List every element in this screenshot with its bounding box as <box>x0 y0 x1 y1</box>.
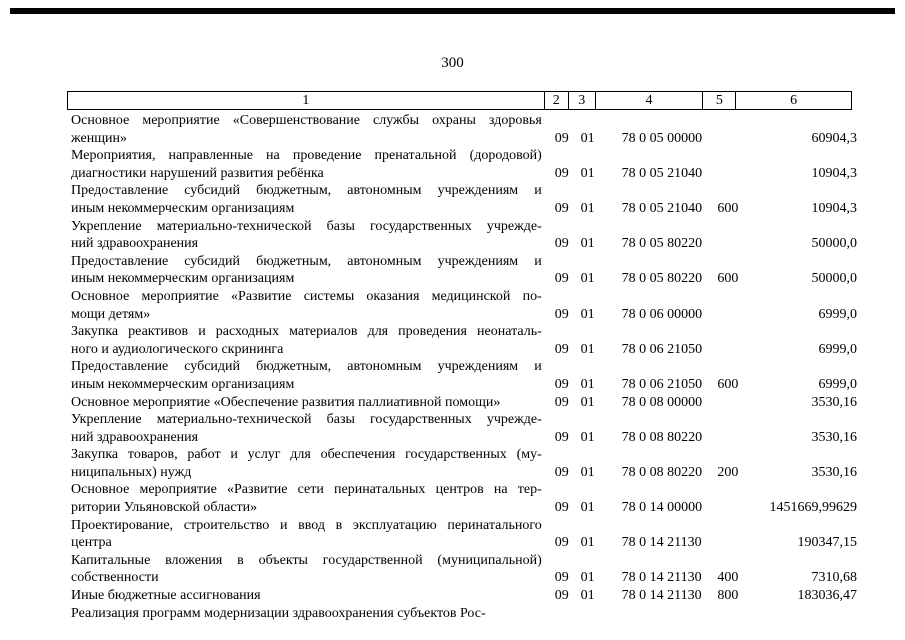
table-row <box>67 253 857 288</box>
col-section: 09 <box>554 500 569 516</box>
col-target-article: 78 0 08 80220 <box>621 429 703 445</box>
col-section: 09 <box>554 130 569 146</box>
row-description <box>67 182 542 217</box>
description-line: Укрепление материально-технической базы государственных учрежде- <box>71 218 542 234</box>
description-line: ритории Ульяновской области» <box>71 500 258 516</box>
description-line: иным некоммерческим организациям <box>71 376 295 392</box>
table-row <box>67 446 857 481</box>
col-subsection: 01 <box>580 588 595 604</box>
col-expense-type: 600 <box>717 376 739 392</box>
row-description <box>67 587 542 605</box>
description-line: иным некоммерческим организациям <box>71 200 295 216</box>
table-row <box>67 288 857 323</box>
row-description <box>67 323 542 358</box>
col-expense-type: 800 <box>717 588 739 604</box>
description-line: женщин» <box>71 130 127 146</box>
col-section: 09 <box>554 165 569 181</box>
col-target-article: 78 0 05 21040 <box>621 200 703 216</box>
description-line: мощи детям» <box>71 306 151 322</box>
col-expense-type: 600 <box>717 271 739 287</box>
description-line: ний здравоохранения <box>71 236 199 252</box>
row-description <box>67 481 542 516</box>
row-description <box>67 517 542 552</box>
table-body <box>67 112 857 622</box>
description-line: Предоставление субсидий бюджетным, автономным учреждениям и <box>71 183 542 199</box>
description-line: Основное мероприятие «Развитие системы оказания медицинской по- <box>71 288 542 304</box>
col-section: 09 <box>554 236 569 252</box>
col-subsection: 01 <box>580 271 595 287</box>
col-amount: 6999,0 <box>818 306 857 322</box>
col-target-article: 78 0 08 00000 <box>621 394 703 410</box>
description-line: Основное мероприятие «Развитие сети перинатальных центров на тер- <box>71 482 542 498</box>
description-line: Закупка товаров, работ и услуг для обеспечения государственных (му- <box>71 447 542 463</box>
col-subsection: 01 <box>580 570 595 586</box>
row-description <box>67 605 542 623</box>
col-target-article: 78 0 06 21050 <box>621 376 703 392</box>
header-col-3: 3 <box>569 92 596 109</box>
col-target-article: 78 0 05 21040 <box>621 165 703 181</box>
description-line: ний здравоохранения <box>71 429 199 445</box>
table-row <box>67 218 857 253</box>
col-target-article: 78 0 05 00000 <box>621 130 703 146</box>
col-subsection: 01 <box>580 376 595 392</box>
row-description <box>67 446 542 481</box>
col-subsection: 01 <box>580 464 595 480</box>
row-description <box>67 411 542 446</box>
header-col-4: 4 <box>596 92 704 109</box>
table-row <box>67 147 857 182</box>
description-line: Закупка реактивов и расходных материалов для проведения неонаталь- <box>71 324 542 340</box>
row-description <box>67 218 542 253</box>
col-subsection: 01 <box>580 200 595 216</box>
page-number: 300 <box>441 55 464 71</box>
description-line: диагностики нарушений развития ребёнка <box>71 165 324 181</box>
col-amount: 183036,47 <box>797 588 857 604</box>
description-line: Предоставление субсидий бюджетным, автономным учреждениям и <box>71 253 542 269</box>
table-row <box>67 411 857 446</box>
col-expense-type: 600 <box>717 200 739 216</box>
table-row <box>67 358 857 393</box>
description-line: Основное мероприятие «Совершенствование службы охраны здоровья <box>71 113 542 128</box>
col-subsection: 01 <box>580 429 595 445</box>
table-row <box>67 552 857 587</box>
col-target-article: 78 0 05 80220 <box>621 271 703 287</box>
col-amount: 10904,3 <box>811 165 857 181</box>
col-amount: 10904,3 <box>811 200 857 216</box>
col-section: 09 <box>554 570 569 586</box>
description-line: Укрепление материально-технической базы государственных учрежде- <box>71 412 542 428</box>
col-target-article: 78 0 14 21130 <box>621 588 702 604</box>
description-line: Основное мероприятие «Обеспечение развития паллиативной помощи» <box>71 394 501 410</box>
col-amount: 60904,3 <box>811 130 857 146</box>
row-description <box>67 358 542 393</box>
table-header <box>67 91 852 110</box>
col-target-article: 78 0 14 00000 <box>621 500 703 516</box>
table-row <box>67 587 857 605</box>
table-row <box>67 481 857 516</box>
col-target-article: 78 0 14 21130 <box>621 570 702 586</box>
col-amount: 6999,0 <box>818 376 857 392</box>
row-description <box>67 552 542 587</box>
col-target-article: 78 0 08 80220 <box>621 464 703 480</box>
description-line: Иные бюджетные ассигнования <box>71 588 261 604</box>
table-row <box>67 517 857 552</box>
row-description <box>67 394 542 412</box>
col-section: 09 <box>554 271 569 287</box>
description-line: ного и аудиологического скрининга <box>71 341 284 357</box>
header-col-1: 1 <box>68 92 545 109</box>
header-col-5: 5 <box>703 92 736 109</box>
col-expense-type: 400 <box>717 570 739 586</box>
col-subsection: 01 <box>580 394 595 410</box>
description-line: центра <box>71 535 112 551</box>
header-col-6: 6 <box>790 92 798 108</box>
table-row <box>67 112 857 147</box>
col-amount: 3530,16 <box>811 429 857 445</box>
col-subsection: 01 <box>580 165 595 181</box>
col-section: 09 <box>554 588 569 604</box>
top-rule <box>10 8 895 14</box>
description-line: Проектирование, строительство и ввод в эксплуатацию перинатального <box>71 517 542 533</box>
col-amount: 7310,68 <box>811 570 857 586</box>
header-col-2: 2 <box>545 92 569 109</box>
col-subsection: 01 <box>580 236 595 252</box>
col-amount: 3530,16 <box>811 394 857 410</box>
col-section: 09 <box>554 464 569 480</box>
col-amount: 50000,0 <box>811 271 857 287</box>
col-section: 09 <box>554 200 569 216</box>
table-row <box>67 394 857 412</box>
description-line: Капитальные вложения в объекты государственной (муниципальной) <box>71 552 542 568</box>
col-section: 09 <box>554 429 569 445</box>
col-subsection: 01 <box>580 341 595 357</box>
col-section: 09 <box>554 535 569 551</box>
col-target-article: 78 0 14 21130 <box>621 535 702 551</box>
description-line: Мероприятия, направленные на проведение пренатальной (дородовой) <box>71 148 542 164</box>
row-description <box>67 112 542 147</box>
col-section: 09 <box>554 341 569 357</box>
col-section: 09 <box>554 306 569 322</box>
col-amount: 190347,15 <box>797 535 857 551</box>
col-section: 09 <box>554 394 569 410</box>
col-section: 09 <box>554 376 569 392</box>
row-description <box>67 147 542 182</box>
col-expense-type: 200 <box>717 464 739 480</box>
table-row <box>67 323 857 358</box>
col-subsection: 01 <box>580 306 595 322</box>
col-amount: 50000,0 <box>811 236 857 252</box>
col-amount: 1451669,99629 <box>769 500 857 516</box>
description-line: иным некоммерческим организациям <box>71 271 295 287</box>
row-description <box>67 288 542 323</box>
col-subsection: 01 <box>580 535 595 551</box>
table-row <box>67 182 857 217</box>
col-subsection: 01 <box>580 130 595 146</box>
col-amount: 6999,0 <box>818 341 857 357</box>
description-line: Предоставление субсидий бюджетным, автономным учреждениям и <box>71 359 542 375</box>
description-line: собственности <box>71 570 159 586</box>
col-amount: 3530,16 <box>811 464 857 480</box>
col-target-article: 78 0 05 80220 <box>621 236 703 252</box>
col-target-article: 78 0 06 00000 <box>621 306 703 322</box>
description-line: Реализация программ модернизации здравоохранения субъектов Рос- <box>71 605 486 621</box>
col-subsection: 01 <box>580 500 595 516</box>
description-line: ниципальных) нужд <box>71 464 192 480</box>
table-row <box>67 605 857 623</box>
row-description <box>67 253 542 288</box>
col-target-article: 78 0 06 21050 <box>621 341 703 357</box>
